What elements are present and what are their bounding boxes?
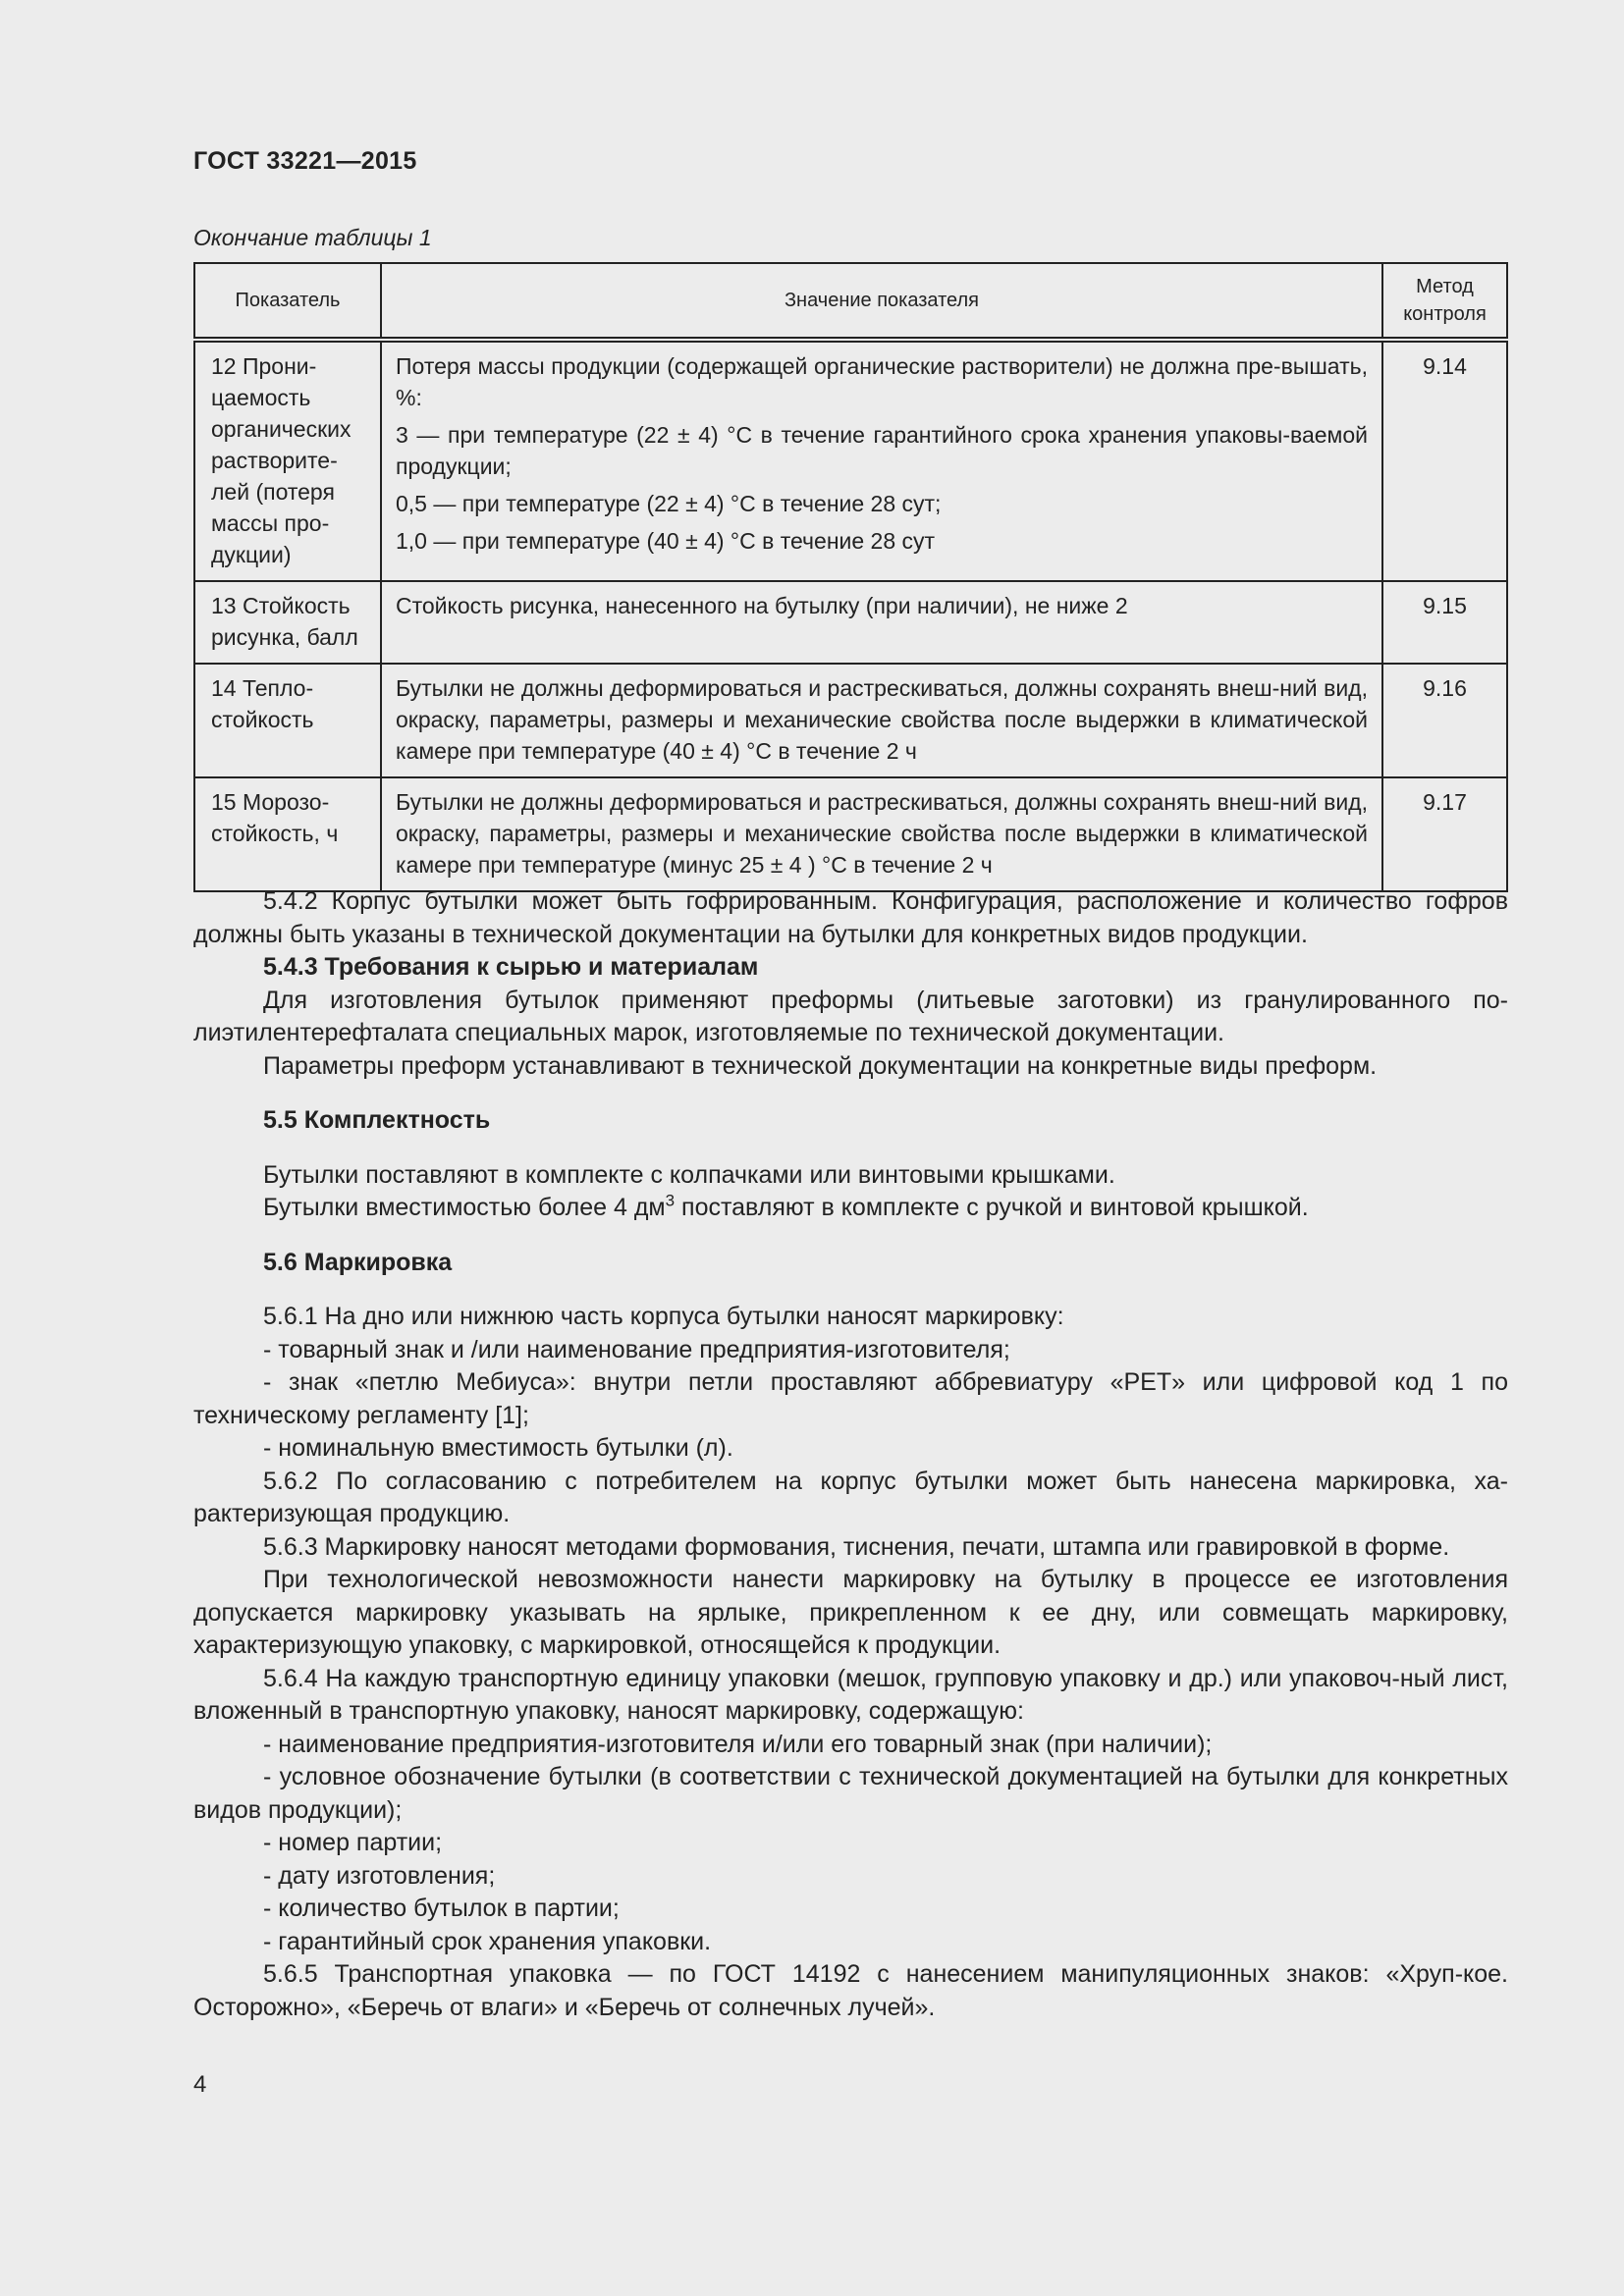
list-item: - наименование предприятия-изготовителя и/или его товарный знак (при наличии);	[263, 1730, 1213, 1758]
value-line: Стойкость рисунка, нанесенного на бутылку (при наличии), не ниже 2	[396, 593, 1128, 618]
paragraph-5-6-5: 5.6.5 Транспортная упаковка — по ГОСТ 14192 с нанесением манипуляционных знаков: «Хруп-кое. Осторожно», «Беречь от влаги» и «Беречь от солнечных лучей».	[193, 1960, 1508, 2021]
paragraph-technological: При технологической невозможности нанести маркировку на бутылку в процессе ее изготовления допускается маркировку указывать на ярлыке, прикрепленном к ее дну, или совмещать маркировку, характеризующую упаковку, с маркировкой, относящейся к продукции.	[193, 1566, 1508, 1659]
value-cell	[381, 777, 1382, 891]
value-line: Бутылки не должны деформироваться и растрескиваться, должны сохранять внеш-ний вид, окраску, параметры, размеры и механические свойства после выдержки в климатической камере при температуре (40 ± 4) °С в течение 2 ч	[396, 675, 1368, 764]
list-item: - условное обозначение бутылки (в соответствии с технической документацией на бутылки для конкретных видов продукции);	[193, 1763, 1508, 1824]
specification-table	[193, 262, 1508, 892]
paragraph-5-6-2: 5.6.2 По согласованию с потребителем на корпус бутылки может быть нанесена маркировка, ха-рактеризующая продукцию.	[193, 1467, 1508, 1527]
paragraph-raw-materials: Для изготовления бутылок применяют преформы (литьевые заготовки) из гранулированного по-лиэтилентерефталата специальных марок, изготовляемые по технической документации.	[193, 986, 1508, 1046]
list-item: - знак «петлю Мебиуса»: внутри петли проставляют аббревиатуру «PET» или цифровой код 1 по техническому регламенту [1];	[193, 1368, 1508, 1429]
table-row	[194, 581, 1507, 664]
value-cell	[381, 340, 1382, 581]
list-item: - товарный знак и /или наименование предприятия-изготовителя;	[263, 1335, 1010, 1363]
table-caption: Окончание таблицы 1	[193, 225, 432, 250]
paragraph-5-4-2: 5.4.2 Корпус бутылки может быть гофрированным. Конфигурация, расположение и количество гофров должны быть указаны в технической документации на бутылки для конкретных видов продукции.	[193, 887, 1508, 948]
heading-5-4-3: 5.4.3 Требования к сырью и материалам	[263, 953, 759, 981]
indicator-cell: 13 Стойкость рисунка, балл	[194, 581, 381, 664]
value-line: Бутылки не должны деформироваться и растрескиваться, должны сохранять внеш-ний вид, окраску, параметры, размеры и механические свойства после выдержки в климатической камере при температуре (минус 25 ± 4 ) °С в течение 2 ч	[396, 789, 1368, 878]
table-header-row	[194, 263, 1507, 340]
list-item: - номинальную вместимость бутылки (л).	[263, 1434, 733, 1462]
table-row	[194, 777, 1507, 891]
table-row	[194, 340, 1507, 581]
list-item: - номер партии;	[263, 1829, 443, 1856]
list-item: - количество бутылок в партии;	[263, 1895, 620, 1922]
heading-5-5: 5.5 Комплектность	[263, 1106, 491, 1134]
value-line: 3 — при температуре (22 ± 4) °С в течение гарантийного срока хранения упаковы-ваемой продукции;	[396, 422, 1368, 479]
paragraph-preform-params: Параметры преформ устанавливают в технической документации на конкретные виды преформ.	[263, 1051, 1378, 1080]
value-cell	[381, 664, 1382, 777]
paragraph-5-6-3: 5.6.3 Маркировку наносят методами формования, тиснения, печати, штампа или гравировкой в форме.	[263, 1532, 1450, 1561]
indicator-cell: 12 Прони-цаемость органических растворите-лей (потеря массы про-дукции)	[194, 340, 381, 581]
indicator-cell: 15 Морозо-стойкость, ч	[194, 777, 381, 891]
indicator-cell: 14 Тепло-стойкость	[194, 664, 381, 777]
value-line: Потеря массы продукции (содержащей органические растворители) не должна пре-вышать, %:	[396, 353, 1368, 410]
paragraph-kit-2: Бутылки вместимостью более 4 $дм^3$ поставляют в комплекте с ручкой и винтовой крышкой.	[263, 1191, 1309, 1221]
paragraph-kit-1: Бутылки поставляют в комплекте с колпачками или винтовыми крышками.	[263, 1160, 1115, 1189]
method-cell: 9.16	[1382, 664, 1507, 777]
method-cell: 9.14	[1382, 340, 1507, 581]
body-text	[193, 885, 1508, 2024]
method-cell: 9.15	[1382, 581, 1507, 664]
column-header-method: Метод контроля	[1382, 263, 1507, 340]
column-header-value: Значение показателя	[381, 263, 1382, 340]
table-row	[194, 664, 1507, 777]
heading-5-6: 5.6 Маркировка	[263, 1248, 453, 1276]
list-item: - дату изготовления;	[263, 1861, 496, 1890]
method-cell: 9.17	[1382, 777, 1507, 891]
page-number: 4	[193, 2071, 207, 2098]
value-cell	[381, 581, 1382, 664]
value-line: 0,5 — при температуре (22 ± 4) °С в течение 28 сут;	[396, 491, 942, 516]
value-line: 1,0 — при температуре (40 ± 4) °С в течение 28 сут	[396, 528, 936, 554]
list-item: - гарантийный срок хранения упаковки.	[263, 1927, 712, 1955]
paragraph-5-6-4: 5.6.4 На каждую транспортную единицу упаковки (мешок, групповую упаковку и др.) или упаковоч-ный лист, вложенный в транспортную упаковку, наносят маркировку, содержащую:	[193, 1664, 1508, 1725]
column-header-indicator: Показатель	[194, 263, 381, 340]
paragraph-5-6-1: 5.6.1 На дно или нижнюю часть корпуса бутылки наносят маркировку:	[263, 1303, 1064, 1330]
document-number-header: ГОСТ 33221—2015	[193, 147, 417, 175]
